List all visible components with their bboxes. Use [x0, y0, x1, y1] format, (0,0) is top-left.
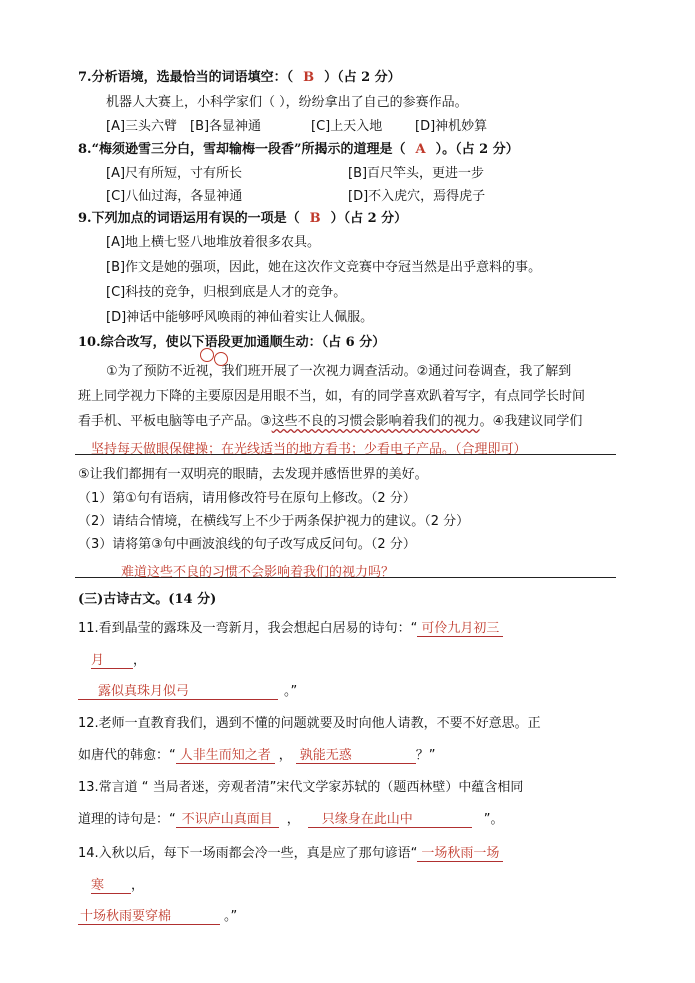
q14-answer1b: 寒: [91, 878, 131, 894]
q10-para4: ⑤让我们都拥有一双明亮的眼睛，去发现并感悟世界的美好。: [78, 467, 428, 482]
q14-end: 。”: [224, 909, 238, 924]
q7-option-c: [C]上天入地: [311, 119, 383, 134]
q11-line3: [78, 680, 297, 700]
q8-tail: ）。（占 2 分）: [435, 142, 519, 157]
q8-title: [78, 138, 519, 157]
q13-line2: [78, 808, 504, 828]
q9-title-text: 9.下列加点的词语运用有误的一项是（: [78, 211, 300, 226]
q10-para3-b: 。④我建议同学们: [479, 414, 583, 429]
q12-answer2: 孰能无惑: [296, 748, 416, 764]
q14-answer2: 十场秋雨要穿棉: [78, 909, 220, 925]
q13-line2-a: 道理的诗句是：“: [78, 812, 176, 827]
q9-title: [78, 207, 407, 226]
q14-line2: [91, 874, 144, 894]
q9-answer: B: [309, 211, 321, 226]
q12-end: ？”: [415, 748, 436, 763]
q11-answer1b: 月: [91, 653, 133, 669]
q14-line3: [78, 905, 237, 925]
q11-end: 。”: [284, 684, 298, 699]
q13-line1: 13.常言道 “ 当局者迷，旁观者清”宋代文学家苏轼的（题西林壁）中蕴含相同: [78, 780, 524, 795]
q12-line1: 12.老师一直教育我们，遇到不懂的问题就要及时向他人请教，不要不好意思。正: [78, 716, 541, 731]
q10-para1: ①为了预防不近视，我们班开展了一次视力调查活动。②通过问卷调查，我了解到: [106, 364, 572, 379]
section3-title: (三)古诗古文。(14 分): [78, 592, 217, 607]
q13-end: ”。: [483, 812, 504, 827]
q9-option-c: [C]科技的竞争，归根到底是人才的竞争。: [106, 285, 347, 300]
q10-sub3: （3）请将第③句中画波浪线的句子改写成反问句。（2 分）: [78, 537, 416, 552]
q10-para3-a: 看手机、平板电脑等电子产品。③: [78, 414, 272, 429]
q7-tail: ）（占 2 分）: [324, 70, 401, 85]
q12-answer1: 人非生而知之者: [176, 748, 275, 764]
q11-answer1a: 可伶九月初三: [417, 621, 503, 637]
q11-text: 11.看到晶莹的露珠及一弯新月，我会想起白居易的诗句：“: [78, 621, 418, 636]
q12-line2: [78, 744, 436, 764]
q11-comma: ，: [133, 653, 147, 668]
q10-sub2: （2）请结合情境，在横线写上不少于两条保护视力的建议。（2 分）: [78, 514, 470, 529]
q9-option-d: [D]神话中能够呼风唤雨的神仙着实让人佩服。: [106, 310, 374, 325]
q7-title: [78, 66, 401, 85]
q7-option-a: [A]三头六臂: [106, 119, 178, 134]
q8-answer: A: [415, 142, 426, 157]
q14-comma: ，: [131, 878, 145, 893]
q10-sub1: （1）第①句有语病，请用修改符号在原句上修改。（2 分）: [78, 491, 416, 506]
q8-title-text: 8.“梅须逊雪三分白，雪却输梅一段香”所揭示的道理是（: [78, 142, 406, 157]
q8-option-a: [A]尺有所短，寸有所长: [106, 166, 243, 181]
q8-option-d: [D]不入虎穴，焉得虎子: [348, 189, 486, 204]
q7-option-b: [B]各显神通: [190, 119, 262, 134]
q12-mid: ，: [278, 748, 292, 763]
q10-para3: [78, 410, 582, 429]
q13-answer1: 不识庐山真面目: [176, 812, 279, 828]
q11-line1: [78, 617, 503, 637]
q7-option-d: [D]神机妙算: [415, 119, 488, 134]
q9-tail: ）（占 2 分）: [330, 211, 408, 226]
q7-sentence: 机器人大赛上，小科学家们（ ），纷纷拿出了自己的参赛作品。: [106, 95, 468, 110]
q10-title: 10.综合改写，使以下语段更加通顺生动：（占 6 分）: [78, 335, 386, 350]
q10-answer1: 坚持每天做眼保健操；在光线适当的地方看书；少看电子产品。（合理即可）: [91, 442, 527, 457]
q8-option-b: [B]百尺竿头，更进一步: [348, 166, 485, 181]
q10-wavy-sentence: 这些不良的习惯会影响着我们的视力: [271, 414, 480, 429]
q11-line2: [91, 649, 146, 669]
q7-answer: B: [303, 70, 315, 85]
q13-answer2: 只缘身在此山中: [308, 812, 472, 828]
q14-answer1a: 一场秋雨一场: [417, 846, 503, 862]
q14-text: 14.入秋以后，每下一场雨都会冷一些，真是应了那句谚语“: [78, 846, 418, 861]
q8-option-c: [C]八仙过海，各显神通: [106, 189, 243, 204]
q13-mid: ，: [286, 812, 300, 827]
q11-answer2: 露似真珠月似弓: [78, 684, 278, 700]
q14-line1: [78, 842, 503, 862]
q12-line2-a: 如唐代的韩愈：“: [78, 748, 176, 763]
q7-title-text: 7.分析语境，选最恰当的词语填空：（: [78, 70, 294, 85]
q10-para2: 班上同学视力下降的主要原因是用眼不当，如，有的同学喜欢趴着写字，有点同学长时间: [78, 389, 586, 404]
q9-option-b: [B]作文是她的强项，因此，她在这次作文竞赛中夺冠当然是出乎意料的事。: [106, 260, 542, 275]
q10-answer3: 难道这些不良的习惯不会影响着我们的视力吗？: [121, 565, 395, 580]
q9-option-a: [A]地上横七竖八地堆放着很多农具。: [106, 235, 321, 250]
